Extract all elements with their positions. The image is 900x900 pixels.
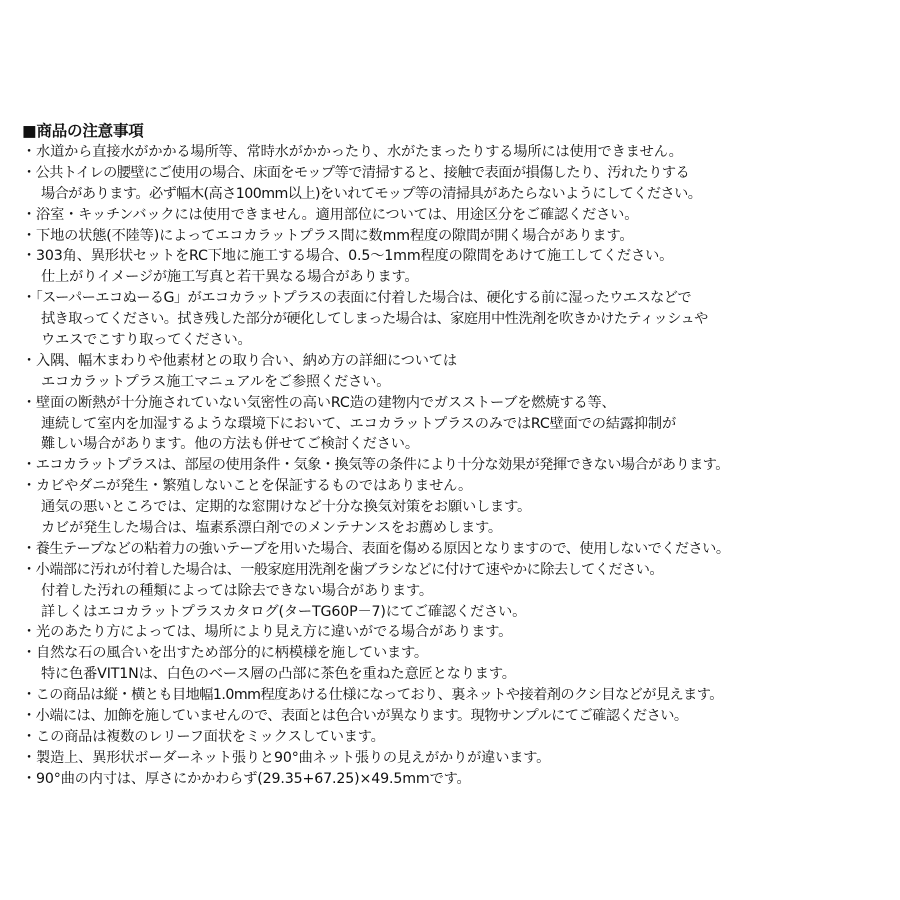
- notice-line: ・水道から直接水がかかる場所等、常時水がかかったり、水がたまったりする場所には使用できません。: [22, 144, 683, 160]
- notice-line: エコカラットプラス施工マニュアルをご参照ください。: [41, 373, 391, 390]
- notice-line: ・303角、異形状セットをRC下地に施工する場合、0.5～1mm程度の隙間をあけて施工してください。: [22, 248, 674, 265]
- notice-line: 拭き取ってください。拭き残した部分が硬化してしまった場合は、家庭用中性洗剤を吹きかけたティッシュや: [41, 311, 708, 328]
- notice-line: ・「スーパーエコぬーるG」がエコカラットプラスの表面に付着した場合は、硬化する前に湿ったウエスなどで: [22, 290, 692, 307]
- notice-line: ・浴室・キッチンバックには使用できません。適用部位については、用途区分をご確認ください。: [22, 206, 639, 223]
- product-notice-section: [22, 120, 894, 790]
- notice-line: ・小端には、加飾を施していませんので、表面とは色合いが異なります。現物サンプルにてご確認ください。: [22, 708, 688, 725]
- notice-line: 付着した汚れの種類によっては除去できない場合があります。: [41, 582, 433, 599]
- notice-line: ・光のあたり方によっては、場所により見え方に違いがでる場合があります。: [22, 624, 513, 641]
- notice-line: ・自然な石の風合いを出すため部分的に柄模様を施しています。: [22, 645, 428, 662]
- notice-line: 仕上がりイメージが施工写真と若干異なる場合があります。: [41, 269, 419, 286]
- notice-line: 特に色番VIT1Nは、白色のベース層の凸部に茶色を重ねた意匠となります。: [41, 666, 516, 683]
- notice-line: ・公共トイレの腰壁にご使用の場合、床面をモップ等で清掃すると、接触で表面が損傷したり、汚れたりする: [22, 164, 690, 181]
- notice-heading: ■商品の注意事項: [22, 122, 144, 140]
- notice-line: ・エコカラットプラスは、部屋の使用条件・気象・換気等の条件により十分な効果が発揮できない場合があります。: [22, 457, 729, 474]
- notice-line: ・90°曲の内寸は、厚さにかかわらず(29.35+67.25)×49.5mmです。: [22, 770, 471, 787]
- notice-line: ウエスでこすり取ってください。: [41, 332, 252, 349]
- notice-line: 難しい場合があります。他の方法も併せてご検討ください。: [41, 436, 419, 453]
- notice-line: 場合があります。必ず幅木(高さ100mm以上)をいれてモップ等の清掃具があたらないようにしてください。: [41, 185, 702, 202]
- notice-line: ・入隅、幅木まわりや他素材との取り合い、納め方の詳細については: [22, 352, 457, 369]
- notice-line: ・カビやダニが発生・繁殖しないことを保証するものではありません。: [22, 478, 473, 495]
- notice-line: ・養生テープなどの粘着力の強いテープを用いた場合、表面を傷める原因となりますので、使用しないでください。: [22, 540, 730, 557]
- notice-line: カビが発生した場合は、塩素系漂白剤でのメンテナンスをお薦めします。: [41, 520, 502, 537]
- notice-line: ・この商品は複数のレリーフ面状をミックスしています。: [22, 728, 385, 745]
- notice-line: 通気の悪いところでは、定期的な窓開けなど十分な換気対策をお願いします。: [41, 499, 532, 516]
- notice-line: ・この商品は縦・横とも目地幅1.0mm程度あける仕様になっており、裏ネットや接着剤のクシ目などが見えます。: [22, 687, 723, 704]
- notice-line: ・壁面の断熱が十分施されていない気密性の高いRC造の建物内でガスストーブを燃焼する等、: [22, 394, 616, 411]
- notice-line: ・小端部に汚れが付着した場合は、一般家庭用洗剤を歯ブラシなどに付けて速やかに除去してください。: [22, 561, 663, 578]
- notice-line: ・製造上、異形状ボーダーネット張りと90°曲ネット張りの見えがかりが違います。: [22, 749, 551, 766]
- notice-line: 詳しくはエコカラットプラスカタログ(ターTG60P－7)にてご確認ください。: [41, 603, 527, 620]
- notice-line: 連続して室内を加湿するような環境下において、エコカラットプラスのみではRC壁面での結露抑制が: [41, 415, 676, 432]
- notice-line: ・下地の状態(不陸等)によってエコカラットプラス間に数mm程度の隙間が開く場合があります。: [22, 227, 634, 244]
